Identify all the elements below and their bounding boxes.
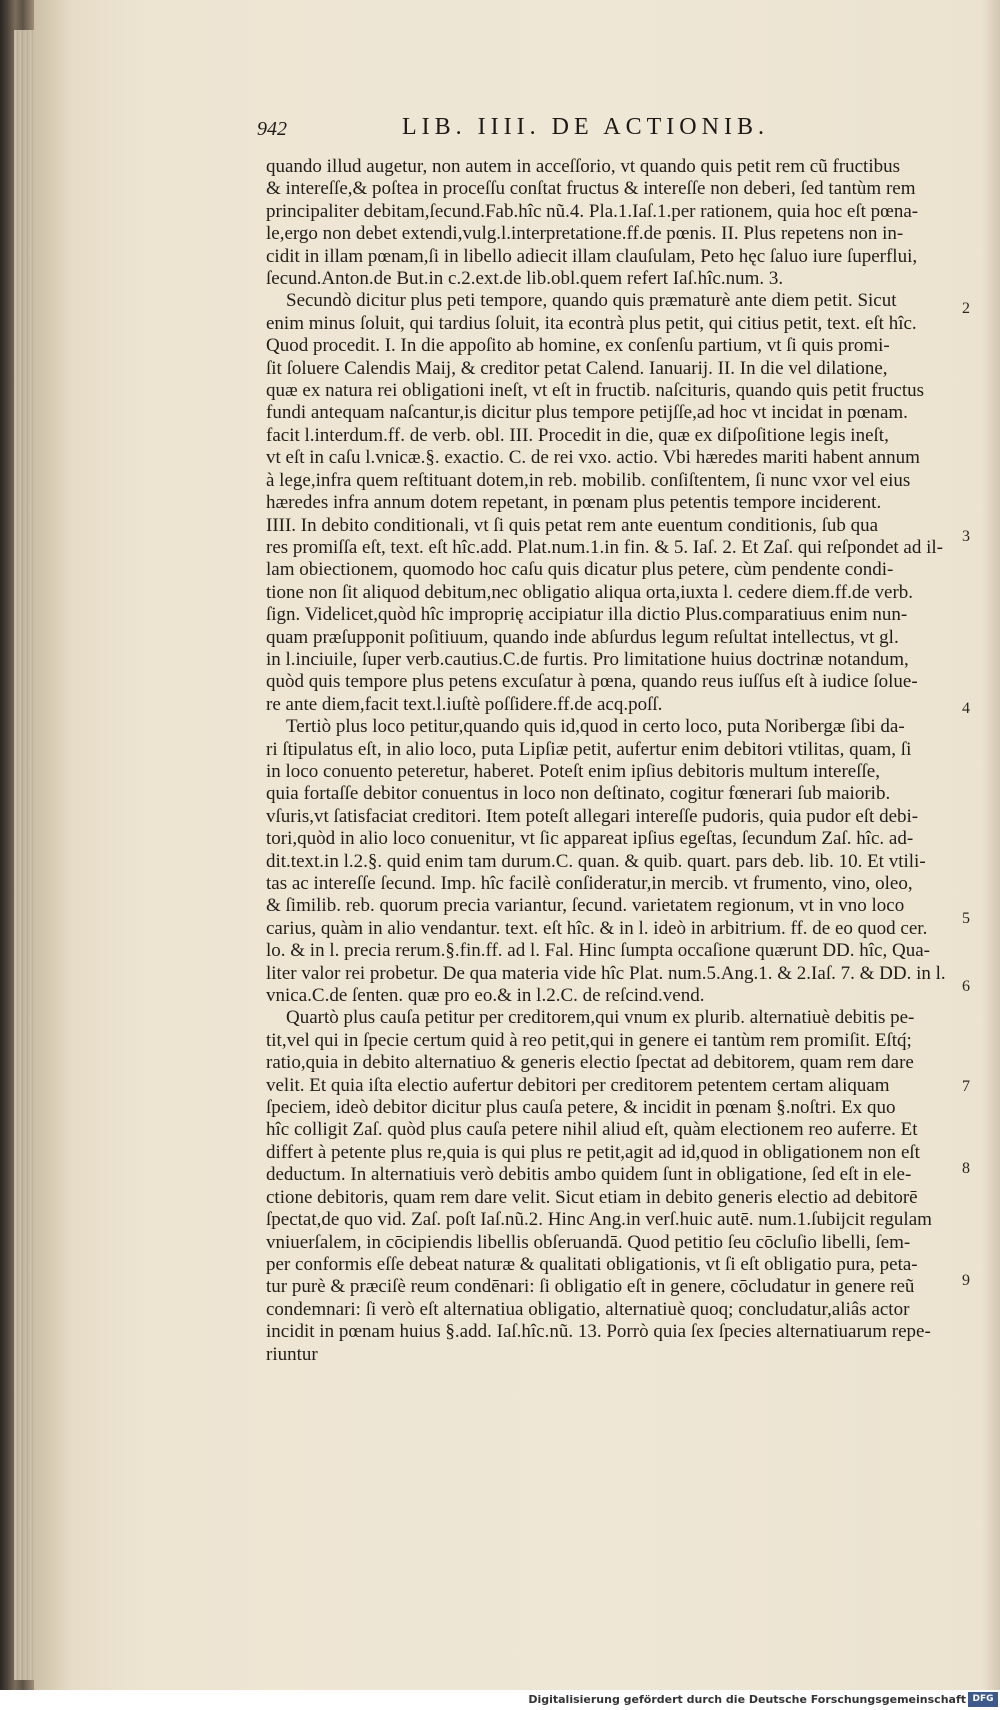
text-line: hîc colligit Zaſ. quòd plus cauſa petere nihil aliud eſt, quàm electionem reo auferre. Et (266, 1119, 918, 1141)
margin-note-number: 2 (962, 300, 970, 317)
text-line: ſit ſoluere Calendis Maij, & creditor petat Calend. Ianuarij. II. In die vel dilatione, (266, 357, 888, 379)
text-line: lo. & in l. precia rerum.§.fin.ff. ad l. Fal. Hinc ſumpta occaſione quærunt DD. hîc, Qua- (266, 940, 930, 962)
margin-note-number: 8 (962, 1160, 970, 1177)
text-line: tur purè & præciſè reum condēnari: ſi obligatio eſt in genere, cōcludatur in genere reũ (266, 1276, 915, 1298)
text-line: tione non ſit aliquod debitum,nec obligatio aliqua orta,iuxta l. cedere diem.ff.de verb. (266, 581, 914, 603)
text-line: ſpectat,de quo vid. Zaſ. poſt Iaſ.nũ.2. Hinc Ang.in verſ.huic autē. num.1.ſubijcit regulam (266, 1209, 932, 1231)
text-line: quia fortaſſe debitor conuentus in loco non deſtinato, cogitur fœnerari ſub maiorib. (266, 783, 891, 805)
text-line: Quartò plus cauſa petitur per creditorem,qui vnum ex plurib. alternatiuè debitis pe- (286, 1007, 915, 1029)
margin-note-number: 7 (962, 1078, 970, 1095)
text-line: in l.inciuile, ſuper verb.cautius.C.de furtis. Pro limitatione huius doctrinæ notandum, (266, 648, 909, 670)
text-line: ſpeciem, ideò debitor dicitur plus cauſa petere, & incidit in pœnam §.noſtri. Ex quo (266, 1097, 896, 1119)
paragraph (266, 290, 966, 716)
text-line: riuntur (266, 1343, 318, 1365)
paragraph (266, 1007, 966, 1366)
text-line: ratio,quia in debito alternatiuo & generis electio ſpectat ad debitorem, quam rem dare (266, 1052, 914, 1074)
paragraph (266, 156, 966, 290)
text-line: enim minus ſoluit, qui tardius ſoluit, ita econtrà plus petit, qui citius petit, text. eſt hîc. (266, 312, 917, 334)
text-line: le,ergo non debet extendi,vulg.l.interpretatione.ff.de pœnis. II. Plus repetens non in- (266, 223, 904, 245)
margin-note-number: 9 (962, 1272, 970, 1289)
text-line: carius, quàm in alio vendantur. text. eſt hîc. & in l. ideò in arbitrium. ff. de eo quod cer. (266, 917, 928, 939)
text-line: vſuris,vt ſatisfaciat creditori. Item poteſt allegari intereſſe pudoris, quia pudor eſt debi- (266, 805, 919, 827)
running-title: LIB. IIII. DE ACTIONIB. (402, 114, 769, 140)
text-line: Tertiò plus loco petitur,quando quis id,quod in certo loco, puta Noribergæ ſibi da- (286, 716, 905, 738)
text-line: tit,vel qui in ſpecie certum quid à reo petit,qui in genere ei tantùm rem promiſit. Eſtq́; (266, 1029, 912, 1051)
text-line: condemnari: ſi verò eſt alternatiua obligatio, alternatiuè quoq; concludatur,aliâs actor (266, 1298, 910, 1320)
dfg-logo: DFG (968, 1692, 998, 1707)
text-line: lam obiectionem, quomodo hoc caſu quis dicatur plus petere, cùm pendente condi- (266, 559, 894, 581)
text-line: tori,quòd in alio loco conuenitur, vt ſic appareat ipſius egeſtas, ſecundum Zaſ. hîc. ad- (266, 828, 914, 850)
text-line: incidit in pœnam huius §.add. Iaſ.hîc.nũ. 13. Porrò quia ſex ſpecies alternatiuarum repe- (266, 1321, 931, 1343)
text-line: differt à petente plus re,quia is qui plus re petit,agit ad id,quod in obligationem non eſt (266, 1141, 920, 1163)
text-line: vt eſt in caſu l.vnicæ.§. exactio. C. de rei vxo. actio. Vbi hæredes mariti habent annum (266, 447, 920, 469)
text-line: ri ſtipulatus eſt, in alio loco, puta Lipſiæ petit, aufertur enim debitori vtilitas, quam, ſi (266, 738, 912, 760)
text-line: fundi antequam naſcantur,is dicitur plus tempore petijſſe,ad hoc vt incidat in pœnam. (266, 402, 908, 424)
text-line: Quod procedit. I. In die appoſito ab homine, ex conſenſu partium, vt ſi quis promi- (266, 335, 890, 357)
text-line: & ſimilib. reb. quorum precia variantur, ſecund. varietatem regionum, vt in vno loco (266, 895, 905, 917)
text-line: ctione debitoris, quam rem dare velit. Sicut etiam in debito generis electio ad debitorē (266, 1186, 918, 1208)
text-line: hæredes infra annum dotem repetant, in pœnam plus petentis tempore inciderent. (266, 492, 882, 514)
text-line: vnica.C.de ſenten. quæ pro eo.& in l.2.C. de reſcind.vend. (266, 985, 705, 1007)
text-line: in loco conuento peteretur, haberet. Poteſt enim ipſius debitoris multum intereſſe, (266, 760, 880, 782)
text-line: velit. Et quia iſta electio aufertur debitori per creditorem petentem certam aliquam (266, 1074, 890, 1096)
text-line: quam præſupponit poſitiuum, quando inde abſurdus legum reſultat intellectus, vt gl. (266, 626, 899, 648)
text-line: & intereſſe,& poſtea in proceſſu conſtat fructus & intereſſe non deberi, ſed tantùm rem (266, 178, 916, 200)
margin-note-number: 4 (962, 700, 970, 717)
text-line: cidit in illam pœnam,ſi in libello adiecit illam clauſulam, Peto hęc ſaluo iure ſuperflui, (266, 245, 918, 267)
text-line: Secundò dicitur plus peti tempore, quando quis præmaturè ante diem petit. Sicut (286, 290, 897, 312)
margin-note-number: 6 (962, 978, 970, 995)
text-line: ſecund.Anton.de But.in c.2.ext.de lib.obl.quem refert Iaſ.hîc.num. 3. (266, 268, 784, 290)
text-line: à lege,infra quem reſtituant dotem,in reb. mobilib. conſiſtentem, ſi nunc vxor vel eius (266, 469, 911, 491)
page-body-text (266, 156, 966, 1366)
text-line: re ante diem,facit text.l.iuſtè poſſidere.ff.de acq.poſſ. (266, 693, 663, 715)
digitization-credit: Digitalisierung gefördert durch die Deutsche Forschungsgemeinschaft (528, 1693, 966, 1706)
margin-note-number: 5 (962, 910, 970, 927)
text-line: tas ac intereſſe ſecund. Imp. hîc facilè conſideratur,in mercib. vt frumento, vino, oleo, (266, 873, 913, 894)
paragraph (266, 716, 966, 1007)
text-line: quòd quis tempore plus petens excuſatur à pœna, quando reus iuſſus eſt à iudice ſolue- (266, 671, 918, 693)
text-line: quæ ex natura rei obligationi ineſt, vt eſt in fructib. naſcituris, quando quis petit fructus (266, 380, 924, 402)
page-shadow (982, 0, 1000, 1690)
text-line: dit.text.in l.2.§. quid enim tam durum.C. quan. & quib. quart. pars deb. lib. 10. Et vtili- (266, 850, 926, 872)
margin-note-number: 3 (962, 528, 970, 545)
text-line: per conformis eſſe debeat naturæ & qualitati obligationis, vt ſi eſt obligatio pura, peta- (266, 1253, 918, 1275)
text-line: res promiſſa eſt, text. eſt hîc.add. Plat.num.1.in fin. & 5. Iaſ. 2. Et Zaſ. qui reſpondet ad il- (266, 536, 943, 558)
text-line: IIII. In debito conditionali, vt ſi quis petat rem ante euentum conditionis, ſub qua (266, 514, 879, 536)
text-line: liter valor rei probetur. De qua materia vide hîc Plat. num.5.Ang.1. & 2.Iaſ. 7. & DD. in l. (266, 962, 946, 984)
text-line: deductum. In alternatiuis verò debitis ambo quidem ſunt in obligatione, ſed eſt in ele- (266, 1164, 912, 1186)
text-line: facit l.interdum.ff. de verb. obl. III. Procedit in die, quæ ex diſpoſitione legis ineſt, (266, 424, 889, 446)
text-line: principaliter debitam,ſecund.Fab.hîc nũ.4. Pla.1.Iaſ.1.per rationem, quia hoc eſt pœna- (266, 200, 919, 222)
text-line: vniuerſalem, in cōcipiendis libellis obſeruandā. Quod petitio ſeu cōcluſio libelli, ſem- (266, 1231, 911, 1253)
page-number: 942 (257, 118, 287, 140)
text-line: ſign. Videlicet,quòd hîc improprię accipiatur illa dictio Plus.comparatiuus enim nun- (266, 604, 908, 626)
text-line: quando illud augetur, non autem in acceſſorio, vt quando quis petit rem cũ fructibus (266, 156, 900, 177)
